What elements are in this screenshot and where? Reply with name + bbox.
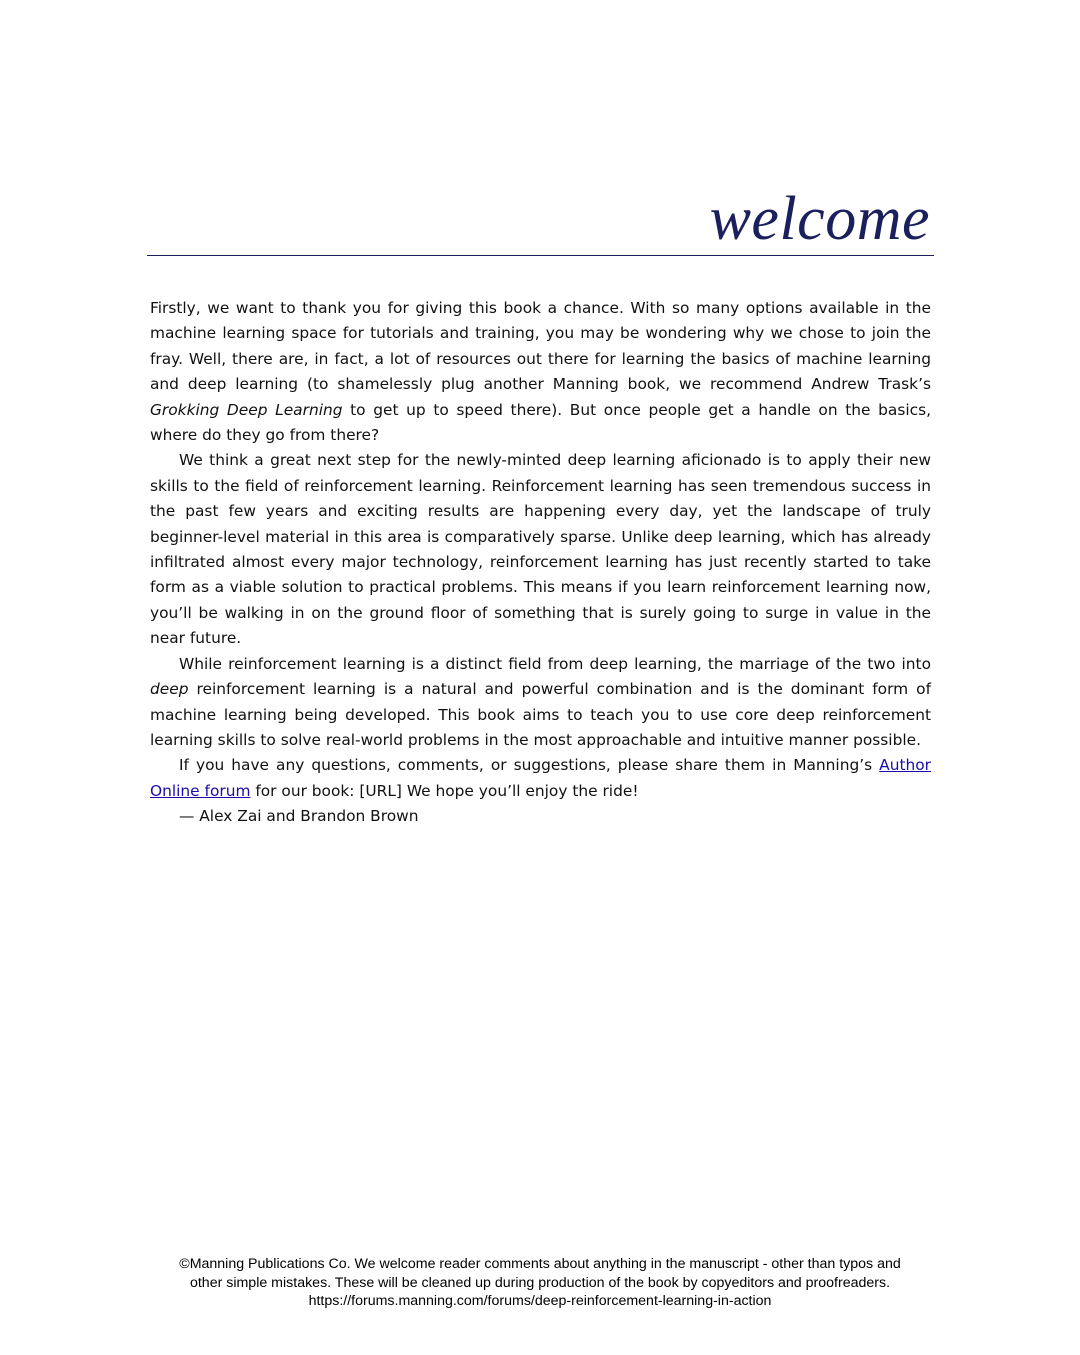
paragraph-3 [150, 652, 931, 754]
paragraph-2: We think a great next step for the newly-minted deep learning aficionado is to apply their new skills to the field of reinforcement learning. Reinforcement learning has seen tremendous success in the past few years and exciting results are happening every day, yet the landscape of truly beginner-level material in this area is comparatively sparse. Unlike deep learning, which has already infiltrated almost every major technology, reinforcement learning has just recently started to take form as a viable solution to practical problems. This means if you learn reinforcement learning now, you’ll be walking in on the ground floor of something that is surely going to surge in value in the near future. [150, 451, 931, 648]
paragraph-3-text-b: reinforcement learning is a natural and powerful combination and is the dominant form of machine learning being developed. This book aims to teach you to use core deep reinforcement learning skills to solve real-world problems in the most approachable and intuitive manner possible. [150, 680, 931, 749]
author-signature: — Alex Zai and Brandon Brown [179, 807, 419, 826]
book-title-grokking: Grokking Deep Learning [150, 400, 343, 419]
title-divider [147, 255, 934, 256]
footer-url: https://forums.manning.com/forums/deep-reinforcement-learning-in-action [308, 1293, 772, 1309]
paragraph-4 [150, 753, 931, 804]
footer-line-2: other simple mistakes. These will be cleaned up during production of the book by copyeditors and proofreaders. [189, 1274, 891, 1291]
paragraph-4-text-a: If you have any questions, comments, or suggestions, please share them in Manning’s [179, 756, 880, 775]
paragraph-1-text-b: to get up to speed there). But once people get a handle on the basics, where do they go from there? [150, 400, 931, 445]
footer-line-1: ©Manning Publications Co. We welcome reader comments about anything in the manuscript - other than typos and [179, 1256, 901, 1272]
page-title: welcome [709, 185, 930, 253]
paragraph-3-text-a: While reinforcement learning is a distinct field from deep learning, the marriage of the two into [179, 654, 931, 673]
emphasis-deep: deep [150, 680, 189, 699]
author-online-forum-link[interactable]: Author Online forum [150, 756, 931, 800]
page-footer [100, 1255, 980, 1311]
body-text [150, 296, 931, 830]
paragraph-1 [150, 296, 931, 448]
paragraph-4-text-b: for our book: [URL] We hope you’ll enjoy the ride! [250, 781, 639, 800]
paragraph-1-text-a: Firstly, we want to thank you for giving this book a chance. With so many options available in the machine learning space for tutorials and training, you may be wondering why we chose to join the fray. Well, there are, in fact, a lot of resources out there for learning the basics of machine learning and deep learning (to shamelessly plug another Manning book, we recommend Andrew Trask’s [150, 299, 931, 394]
